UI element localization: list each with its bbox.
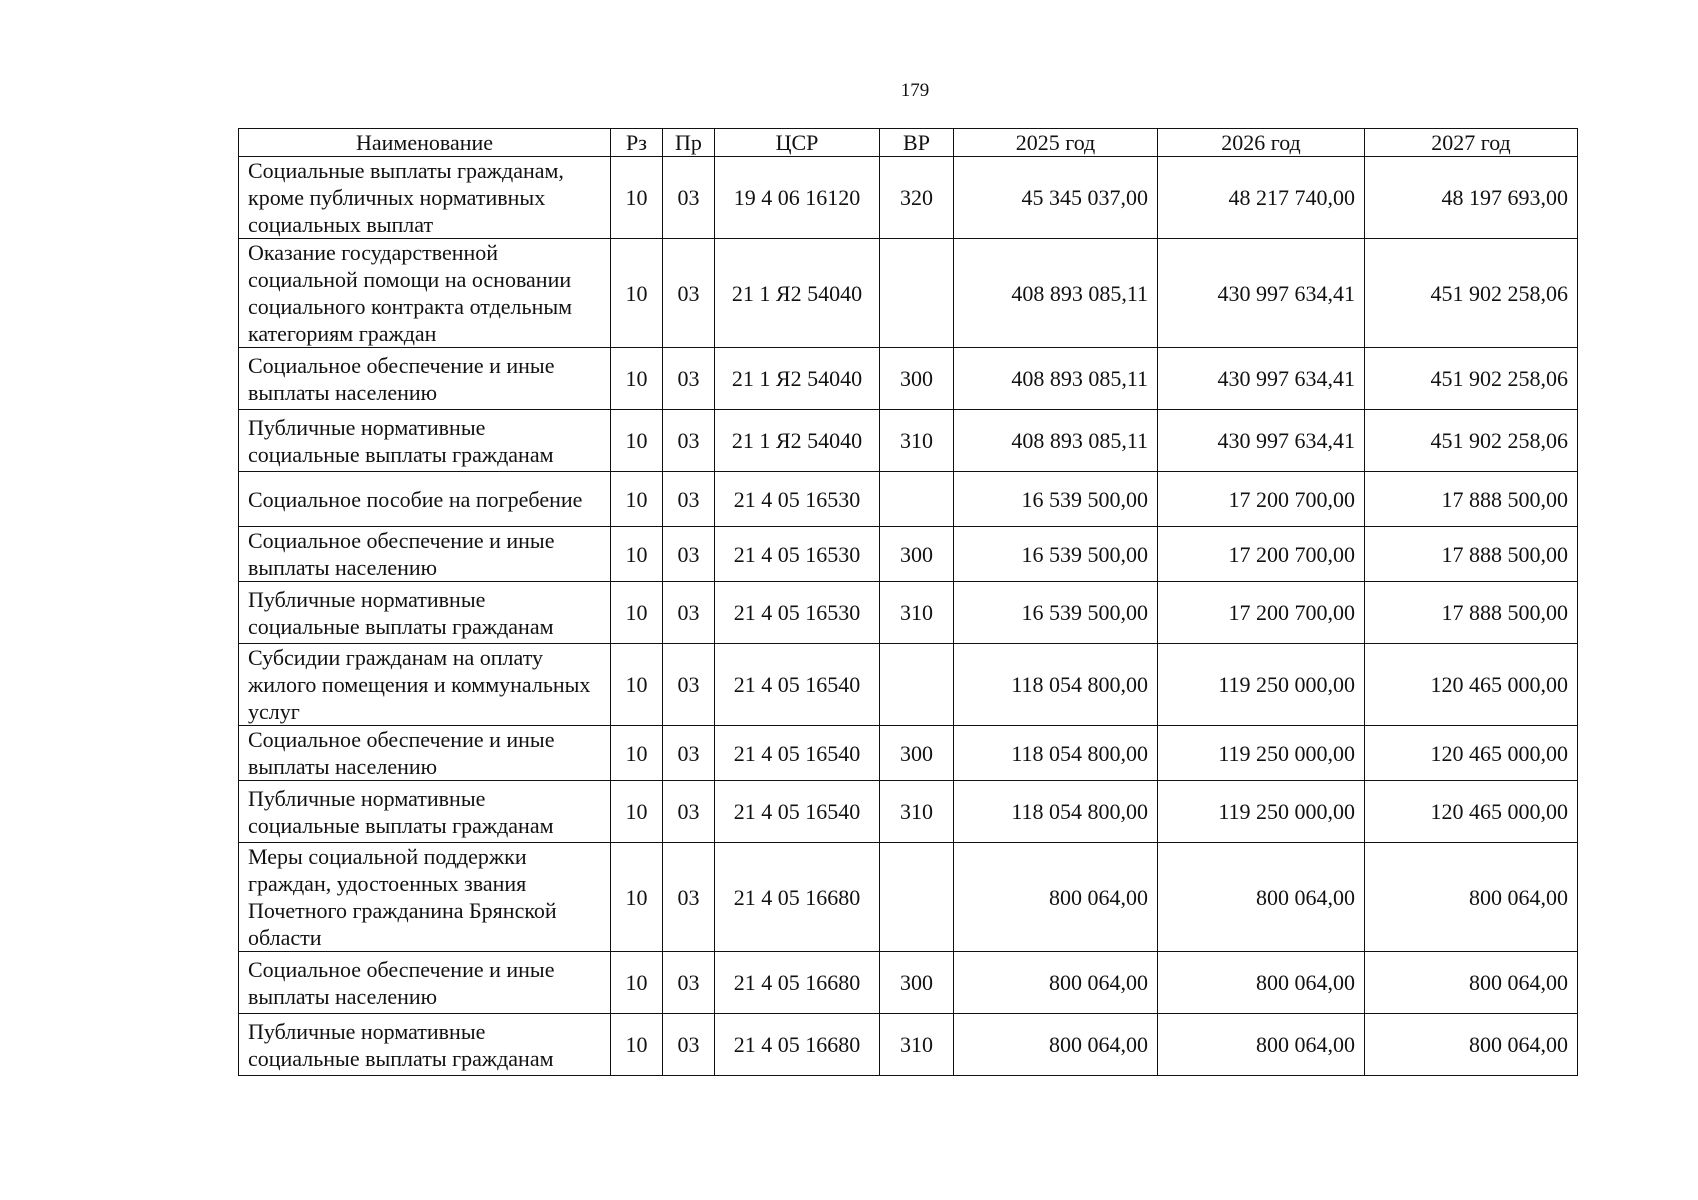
table-row bbox=[239, 843, 1578, 952]
cell-2027: 800 064,00 bbox=[1365, 843, 1578, 952]
cell-csr: 21 4 05 16540 bbox=[715, 644, 880, 726]
cell-name: Меры социальной поддержки граждан, удостоенных звания Почетного гражданина Брянской области bbox=[239, 843, 611, 952]
cell-pr: 03 bbox=[663, 410, 715, 472]
cell-2025: 408 893 085,11 bbox=[954, 239, 1158, 348]
cell-name: Публичные нормативные социальные выплаты гражданам bbox=[239, 582, 611, 644]
cell-pr: 03 bbox=[663, 781, 715, 843]
cell-2027: 48 197 693,00 bbox=[1365, 157, 1578, 239]
cell-rz: 10 bbox=[611, 843, 663, 952]
cell-2025: 16 539 500,00 bbox=[954, 472, 1158, 527]
cell-vr bbox=[880, 843, 954, 952]
cell-vr: 300 bbox=[880, 726, 954, 781]
cell-2027: 17 888 500,00 bbox=[1365, 582, 1578, 644]
table-row bbox=[239, 644, 1578, 726]
cell-rz: 10 bbox=[611, 472, 663, 527]
header-csr: ЦСР bbox=[715, 129, 880, 157]
cell-vr bbox=[880, 472, 954, 527]
cell-csr: 21 4 05 16680 bbox=[715, 1014, 880, 1076]
cell-2027: 451 902 258,06 bbox=[1365, 239, 1578, 348]
cell-vr: 300 bbox=[880, 527, 954, 582]
cell-2025: 408 893 085,11 bbox=[954, 348, 1158, 410]
cell-2026: 800 064,00 bbox=[1158, 843, 1365, 952]
cell-name: Социальное обеспечение и иные выплаты населению bbox=[239, 527, 611, 582]
cell-rz: 10 bbox=[611, 582, 663, 644]
cell-2027: 120 465 000,00 bbox=[1365, 726, 1578, 781]
cell-2025: 118 054 800,00 bbox=[954, 781, 1158, 843]
cell-csr: 19 4 06 16120 bbox=[715, 157, 880, 239]
header-rz: Рз bbox=[611, 129, 663, 157]
cell-pr: 03 bbox=[663, 644, 715, 726]
cell-pr: 03 bbox=[663, 239, 715, 348]
cell-2027: 120 465 000,00 bbox=[1365, 781, 1578, 843]
cell-2026: 119 250 000,00 bbox=[1158, 781, 1365, 843]
cell-pr: 03 bbox=[663, 726, 715, 781]
cell-2026: 430 997 634,41 bbox=[1158, 348, 1365, 410]
cell-2026: 119 250 000,00 bbox=[1158, 726, 1365, 781]
cell-name: Публичные нормативные социальные выплаты гражданам bbox=[239, 1014, 611, 1076]
budget-table bbox=[238, 128, 1578, 1076]
table-row bbox=[239, 157, 1578, 239]
cell-vr: 310 bbox=[880, 582, 954, 644]
cell-rz: 10 bbox=[611, 644, 663, 726]
table-row bbox=[239, 348, 1578, 410]
cell-2025: 800 064,00 bbox=[954, 952, 1158, 1014]
cell-2026: 17 200 700,00 bbox=[1158, 527, 1365, 582]
cell-csr: 21 1 Я2 54040 bbox=[715, 239, 880, 348]
cell-2027: 17 888 500,00 bbox=[1365, 527, 1578, 582]
cell-rz: 10 bbox=[611, 527, 663, 582]
table-row bbox=[239, 239, 1578, 348]
cell-2027: 800 064,00 bbox=[1365, 952, 1578, 1014]
cell-name: Социальные выплаты гражданам, кроме публичных нормативных социальных выплат bbox=[239, 157, 611, 239]
header-row bbox=[239, 129, 1578, 157]
cell-pr: 03 bbox=[663, 157, 715, 239]
cell-2025: 408 893 085,11 bbox=[954, 410, 1158, 472]
table-row bbox=[239, 582, 1578, 644]
cell-csr: 21 4 05 16540 bbox=[715, 781, 880, 843]
cell-2026: 17 200 700,00 bbox=[1158, 582, 1365, 644]
cell-rz: 10 bbox=[611, 239, 663, 348]
table-row bbox=[239, 726, 1578, 781]
cell-vr bbox=[880, 644, 954, 726]
cell-vr: 310 bbox=[880, 781, 954, 843]
header-name: Наименование bbox=[239, 129, 611, 157]
header-vr: ВР bbox=[880, 129, 954, 157]
page-number: 179 bbox=[900, 80, 930, 101]
cell-pr: 03 bbox=[663, 843, 715, 952]
cell-rz: 10 bbox=[611, 726, 663, 781]
cell-csr: 21 4 05 16530 bbox=[715, 582, 880, 644]
cell-2025: 800 064,00 bbox=[954, 843, 1158, 952]
cell-2027: 120 465 000,00 bbox=[1365, 644, 1578, 726]
cell-csr: 21 4 05 16680 bbox=[715, 952, 880, 1014]
cell-rz: 10 bbox=[611, 952, 663, 1014]
header-pr: Пр bbox=[663, 129, 715, 157]
table-row bbox=[239, 410, 1578, 472]
cell-2025: 16 539 500,00 bbox=[954, 582, 1158, 644]
cell-rz: 10 bbox=[611, 157, 663, 239]
cell-name: Социальное обеспечение и иные выплаты населению bbox=[239, 348, 611, 410]
cell-pr: 03 bbox=[663, 472, 715, 527]
cell-csr: 21 4 05 16680 bbox=[715, 843, 880, 952]
cell-csr: 21 4 05 16530 bbox=[715, 472, 880, 527]
table-row bbox=[239, 527, 1578, 582]
cell-csr: 21 4 05 16530 bbox=[715, 527, 880, 582]
cell-name: Социальное обеспечение и иные выплаты населению bbox=[239, 726, 611, 781]
cell-2026: 119 250 000,00 bbox=[1158, 644, 1365, 726]
cell-2027: 17 888 500,00 bbox=[1365, 472, 1578, 527]
table-row bbox=[239, 1014, 1578, 1076]
cell-vr bbox=[880, 239, 954, 348]
cell-2025: 118 054 800,00 bbox=[954, 726, 1158, 781]
header-2025: 2025 год bbox=[954, 129, 1158, 157]
cell-2026: 800 064,00 bbox=[1158, 1014, 1365, 1076]
cell-name: Публичные нормативные социальные выплаты гражданам bbox=[239, 781, 611, 843]
cell-rz: 10 bbox=[611, 410, 663, 472]
cell-2026: 430 997 634,41 bbox=[1158, 239, 1365, 348]
cell-2027: 451 902 258,06 bbox=[1365, 348, 1578, 410]
table-row bbox=[239, 952, 1578, 1014]
cell-2025: 16 539 500,00 bbox=[954, 527, 1158, 582]
cell-csr: 21 1 Я2 54040 bbox=[715, 410, 880, 472]
cell-2026: 48 217 740,00 bbox=[1158, 157, 1365, 239]
table-row bbox=[239, 781, 1578, 843]
header-2026: 2026 год bbox=[1158, 129, 1365, 157]
cell-vr: 320 bbox=[880, 157, 954, 239]
cell-pr: 03 bbox=[663, 952, 715, 1014]
table-row bbox=[239, 472, 1578, 527]
cell-pr: 03 bbox=[663, 348, 715, 410]
cell-vr: 300 bbox=[880, 348, 954, 410]
cell-rz: 10 bbox=[611, 348, 663, 410]
cell-vr: 310 bbox=[880, 1014, 954, 1076]
cell-2027: 451 902 258,06 bbox=[1365, 410, 1578, 472]
cell-2025: 118 054 800,00 bbox=[954, 644, 1158, 726]
cell-2026: 430 997 634,41 bbox=[1158, 410, 1365, 472]
cell-2025: 800 064,00 bbox=[954, 1014, 1158, 1076]
cell-2027: 800 064,00 bbox=[1365, 1014, 1578, 1076]
cell-rz: 10 bbox=[611, 1014, 663, 1076]
cell-name: Публичные нормативные социальные выплаты гражданам bbox=[239, 410, 611, 472]
cell-name: Оказание государственной социальной помощи на основании социального контракта отдельным категориям граждан bbox=[239, 239, 611, 348]
cell-vr: 310 bbox=[880, 410, 954, 472]
cell-rz: 10 bbox=[611, 781, 663, 843]
cell-name: Субсидии гражданам на оплату жилого помещения и коммунальных услуг bbox=[239, 644, 611, 726]
cell-csr: 21 1 Я2 54040 bbox=[715, 348, 880, 410]
cell-2025: 45 345 037,00 bbox=[954, 157, 1158, 239]
cell-csr: 21 4 05 16540 bbox=[715, 726, 880, 781]
cell-name: Социальное пособие на погребение bbox=[239, 472, 611, 527]
cell-pr: 03 bbox=[663, 1014, 715, 1076]
cell-vr: 300 bbox=[880, 952, 954, 1014]
cell-pr: 03 bbox=[663, 582, 715, 644]
cell-2026: 800 064,00 bbox=[1158, 952, 1365, 1014]
cell-2026: 17 200 700,00 bbox=[1158, 472, 1365, 527]
cell-pr: 03 bbox=[663, 527, 715, 582]
cell-name: Социальное обеспечение и иные выплаты населению bbox=[239, 952, 611, 1014]
header-2027: 2027 год bbox=[1365, 129, 1578, 157]
